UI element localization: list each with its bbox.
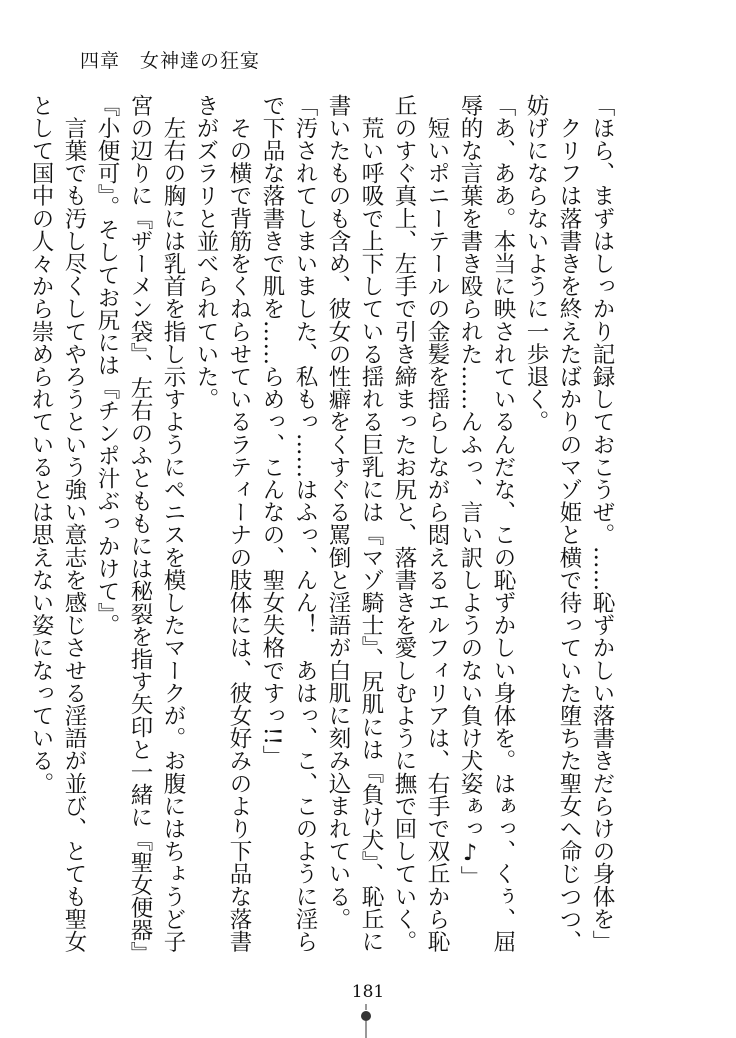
paragraph: 左右の胸には乳首を指し示すようにペニスを模したマークが。お腹にはちょうど子宮の辺りに『ザーメン袋』、左右のふとももには秘裂を指す矢印と一緒に『聖女便器』『小便可』。そしてお尻には『チンポ汁ぶっかけて』。 [94, 94, 186, 965]
paragraph: 「ほら、まずはしっかり記録しておこうぜ。……恥ずかしい落書きだらけの身体を」 [589, 94, 615, 953]
paragraph: 言葉でも汚し尽くしてやろうという強い意志を感じさせる淫語が並び、とても聖女として国中の人々から崇められているとは思えない姿になっている。 [28, 94, 87, 953]
running-head-chapter-title: 四章 女神達の狂宴 [80, 50, 261, 72]
paragraph: クリフは落書きを終えたばかりのマゾ姫と横で待っていた堕ちた聖女へ命じつつ、妨げにならないように一歩退く。 [523, 94, 582, 953]
paragraph: 荒い呼吸で上下している揺れる巨乳には『マゾ騎士』、尻肌には『負け犬』、恥丘に書いたものも含め、彼女の性癖をくすぐる罵倒と淫語が白肌に刻み込まれている。 [325, 94, 384, 953]
paragraph: 「汚されてしまいました、私もっ……はふっ、んん！ あはっ、こ、このように淫らで下品な落書きで肌を……らめっ、こんなの、聖女失格ですっ!!」 [259, 94, 318, 953]
page-marker-icon [351, 1004, 381, 1038]
paragraph: 短いポニーテールの金髪を揺らしながら悶えるエルフィリアは、右手で双丘から恥丘のすぐ真上、左手で引き締まったお尻と、落書きを愛しむように撫で回していく。 [391, 94, 450, 953]
paragraph: その横で背筋をくねらせているラティーナの肢体には、彼女好みのより下品な落書きがズラリと並べられていた。 [193, 94, 252, 953]
page-number: 181 [351, 982, 385, 1002]
paragraph: 「あ、ああ。本当に映されているんだな、この恥ずかしい身体を。はぁっ、くぅ、屈辱的な言葉を書き殴られた……んふっ、言い訳しようのない負け犬姿ぁっ♪」 [457, 94, 516, 953]
body-text [28, 94, 618, 974]
